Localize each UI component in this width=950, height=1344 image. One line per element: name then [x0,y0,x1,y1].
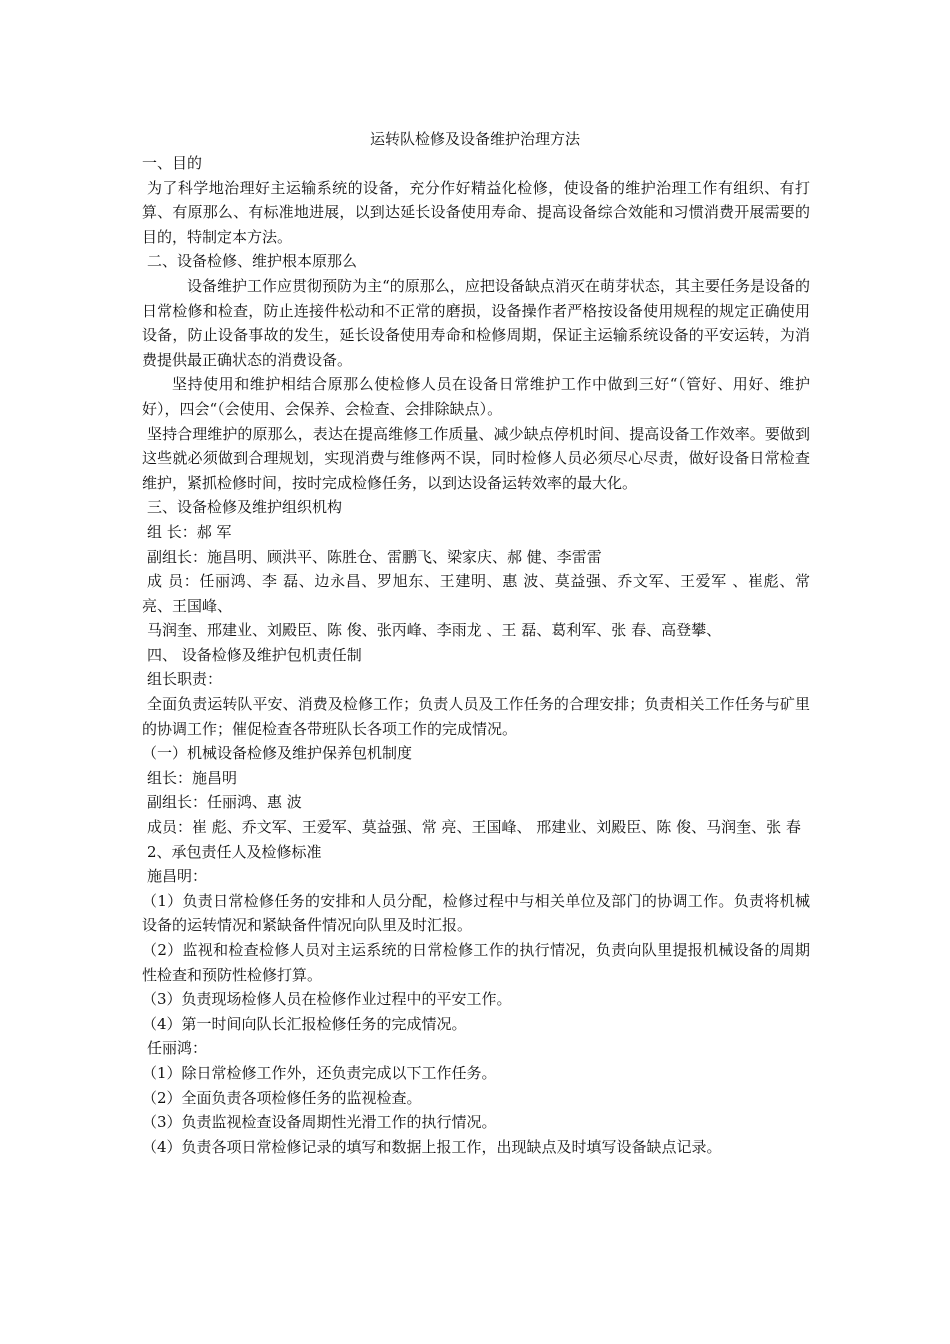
paragraph-purpose: 为了科学地治理好主运输系统的设备，充分作好精益化检修，使设备的维护治理工作有组织、有打算、有原那么、有标准地进展，以到达延长设备使用寿命、提高设备综合效能和习惯消费开展需要的目的，特制定本方法。 [142,178,810,246]
document-body [142,151,810,1159]
paragraph-use-and-maintain: 坚持使用和维护相结合原那么使检修人员在设备日常维护工作中做到三好“（管好、用好、维护好），四会“（会使用、会保养、会检查、会排除缺点）。 [142,375,810,418]
ren-duty-1: （1）除日常检修工作外，还负责完成以下工作任务。 [142,1063,497,1082]
ren-duty-4: （4）负责各项日常检修记录的填写和数据上报工作，出现缺点及时填写设备缺点记录。 [142,1137,722,1156]
shi-duty-4: （4）第一时间向队长汇报检修任务的完成情况。 [142,1014,467,1033]
person-heading-shi: 施昌明： [147,867,208,886]
shi-duty-3: （3）负责现场检修人员在检修作业过程中的平安工作。 [142,990,512,1009]
org-members-continued: 马润奎、邢建业、刘殿臣、陈 俊、张丙峰、李雨龙 、王 磊、葛利军、张 春、高登攀、 [147,621,722,640]
section-heading-responsibility: 四、 设备检修及维护包机责任制 [147,645,362,664]
section-heading-principles: 二、设备检修、维护根本原那么 [147,252,358,271]
paragraph-reasonable-maintenance: 坚持合理维护的原那么，表达在提高维修工作质量、减少缺点停机时间、提高设备工作效率。要做到这些就必须做到合理规划，实现消费与维修两不误，同时检修人员必须尽心尽责，做好设备日常检查维护，紧抓检修时间，按时完成检修任务，以到达设备运转效率的最大化。 [142,424,810,492]
org-members: 成 员：任丽鸿、李 磊、边永昌、罗旭东、王建明、惠 波、莫益强、乔文军、王爱军 、崔彪、常 亮、王国峰、 [142,572,810,615]
leader-duties-heading: 组长职责： [147,670,223,689]
subsection-heading-mechanical: （一）机械设备检修及维护保养包机制度 [142,744,413,763]
mechanical-deputy-leaders: 副组长：任丽鸿、惠 波 [147,793,302,812]
org-leader: 组 长：郝 军 [147,522,232,541]
ren-duty-2: （2）全面负责各项检修任务的监视检查。 [142,1088,422,1107]
leader-duties: 全面负责运转队平安、消费及检修工作；负责人员及工作任务的合理安排；负责相关工作任务与矿里的协调工作；催促检查各带班队长各项工作的完成情况。 [142,695,810,738]
ren-duty-3: （3）负责监视检查设备周期性光滑工作的执行情况。 [142,1113,497,1132]
mechanical-members: 成员：崔 彪、乔文军、王爱军、莫益强、常 亮、王国峰、 邢建业、刘殿臣、陈 俊、马润奎、张 春 [147,818,801,837]
shi-duty-2: （2）监视和检查检修人员对主运系统的日常检修工作的执行情况，负责向队里提报机械设备的周期性检查和预防性检修打算。 [142,941,810,984]
person-heading-ren: 任丽鸿： [147,1039,208,1058]
mechanical-leader: 组长：施昌明 [147,768,238,787]
document-title: 运转队检修及设备维护治理方法 [369,130,580,148]
paragraph-prevention: 设备维护工作应贯彻预防为主“的原那么，应把设备缺点消灭在萌芽状态，其主要任务是设备的日常检修和检查，防止连接件松动和不正常的磨损，设备操作者严格按设备使用规程的规定正确使用设备，防止设备事故的发生，延长设备使用寿命和检修周期，保证主运输系统设备的平安运转，为消费提供最正确状态的消费设备。 [142,276,810,369]
subsection-heading-contract: 2、承包责任人及检修标准 [147,842,322,861]
section-heading-organization: 三、设备检修及维护组织机构 [147,498,343,517]
org-deputy-leaders: 副组长：施昌明、顾洪平、陈胜仓、雷鹏飞、梁家庆、郝 健、李雷雷 [147,547,602,566]
shi-duty-1: （1）负责日常检修任务的安排和人员分配，检修过程中与相关单位及部门的协调工作。负责将机械设备的运转情况和紧缺备件情况向队里及时汇报。 [142,891,810,935]
section-heading-purpose: 一、目的 [142,154,203,172]
